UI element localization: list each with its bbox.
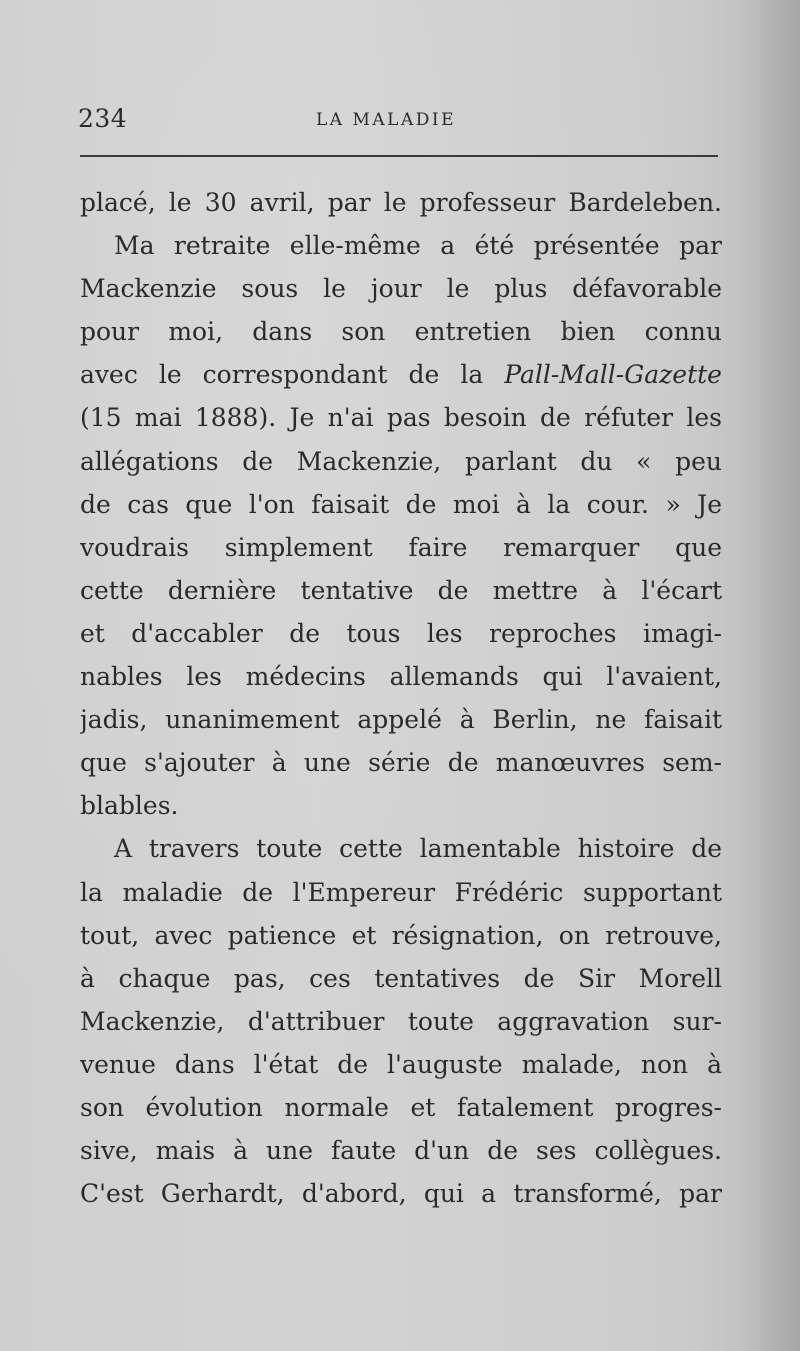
text-line: placé, le 30 avril, par le professeur Bardeleben. bbox=[80, 188, 722, 217]
text-line: Ma retraite elle-même a été présentée par bbox=[114, 231, 722, 261]
text-line: voudrais simplement faire remarquer que bbox=[80, 532, 722, 562]
running-header bbox=[78, 104, 720, 144]
text-line: la maladie de l'Empereur Frédéric supportant bbox=[80, 877, 722, 907]
text-line: pour moi, dans son entretien bien connu bbox=[80, 317, 722, 347]
text-line: C'est Gerhardt, d'abord, qui a transformé, par bbox=[80, 1179, 722, 1209]
text-line: à chaque pas, ces tentatives de Sir Morell bbox=[80, 963, 722, 993]
text-line: tout, avec patience et résignation, on retrouve, bbox=[80, 920, 722, 950]
body-text bbox=[80, 181, 722, 1215]
text-line: cette dernière tentative de mettre à l'écart bbox=[80, 575, 722, 605]
text-line bbox=[80, 353, 722, 396]
newspaper-title: Pall-Mall-Gazette bbox=[504, 360, 722, 390]
text-segment: avec le correspondant de la bbox=[80, 360, 484, 390]
header-rule bbox=[80, 155, 718, 157]
text-line: allégations de Mackenzie, parlant du « peu bbox=[80, 446, 722, 476]
text-line: venue dans l'état de l'auguste malade, non à bbox=[80, 1049, 722, 1079]
text-line: A travers toute cette lamentable histoire de bbox=[114, 834, 722, 864]
text-line: (15 mai 1888). Je n'ai pas besoin de réfuter les bbox=[80, 403, 722, 433]
running-title: LA MALADIE bbox=[316, 110, 456, 130]
text-line: que s'ajouter à une série de manœuvres sem- bbox=[80, 748, 722, 778]
text-line: Mackenzie sous le jour le plus défavorable bbox=[80, 274, 722, 304]
text-line: Mackenzie, d'attribuer toute aggravation sur- bbox=[80, 1006, 722, 1036]
text-line: sive, mais à une faute d'un de ses collègues. bbox=[80, 1136, 722, 1166]
text-line: de cas que l'on faisait de moi à la cour. » Je bbox=[80, 489, 722, 519]
text-line: jadis, unanimement appelé à Berlin, ne faisait bbox=[80, 705, 722, 735]
text-line: et d'accabler de tous les reproches imagi- bbox=[80, 618, 722, 648]
page-number: 234 bbox=[78, 104, 128, 133]
text-line: blables. bbox=[80, 791, 179, 821]
text-line: son évolution normale et fatalement progres- bbox=[80, 1092, 722, 1122]
text-line: nables les médecins allemands qui l'avaient, bbox=[80, 662, 722, 692]
